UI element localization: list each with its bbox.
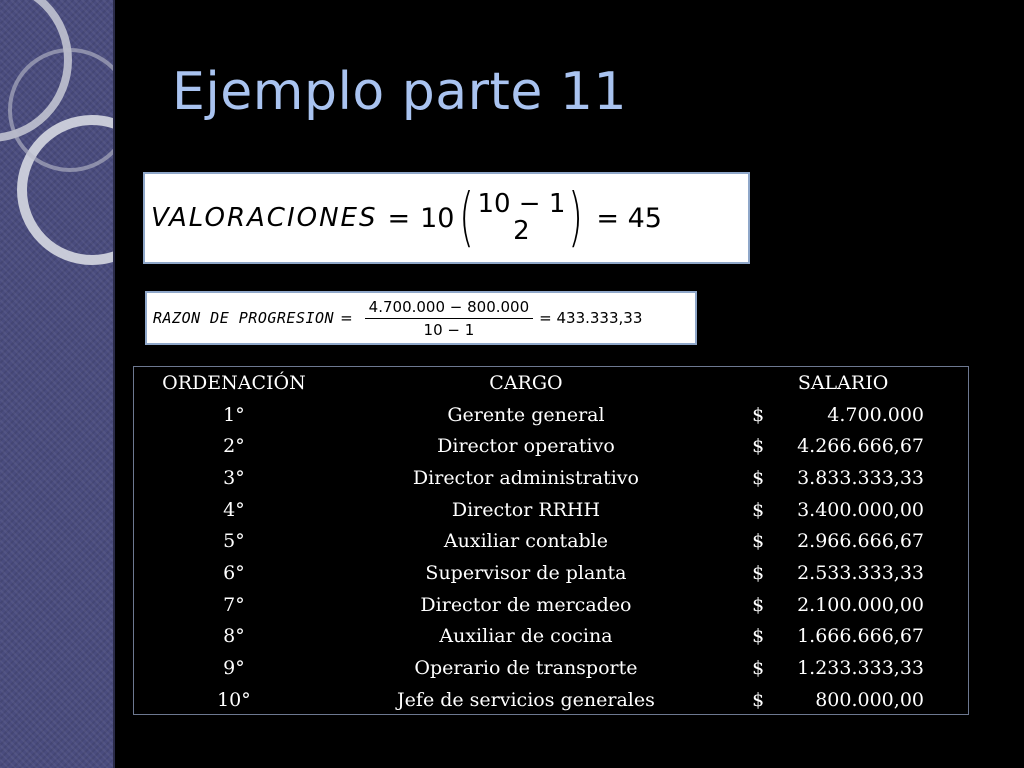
cargo-cell: Auxiliar contable xyxy=(443,530,609,553)
rank-cell: 5° xyxy=(223,530,245,553)
salario-value: 2.966.666,67 xyxy=(797,530,924,553)
salario-value: 4.700.000 xyxy=(827,403,924,426)
rank-cell: 3° xyxy=(223,466,245,489)
table-row xyxy=(134,462,968,494)
currency-symbol: $ xyxy=(752,657,765,680)
cargo-cell: Auxiliar de cocina xyxy=(439,625,613,648)
salario-value: 4.266.666,67 xyxy=(797,435,924,458)
rank-cell: 10° xyxy=(217,688,251,711)
rank-cell: 4° xyxy=(223,498,245,521)
currency-symbol: $ xyxy=(752,498,765,521)
fraction-numerator: 4.700.000 − 800.000 xyxy=(365,298,533,319)
cargo-cell: Gerente general xyxy=(447,403,605,426)
formula-result: = 433.333,33 xyxy=(539,309,643,327)
rank-cell: 9° xyxy=(223,657,245,680)
cargo-cell: Supervisor de planta xyxy=(425,561,627,584)
salario-cell xyxy=(718,399,968,431)
salario-cell xyxy=(718,525,968,557)
formula-coefficient: 10 xyxy=(420,202,455,234)
table-row xyxy=(134,652,968,684)
currency-symbol: $ xyxy=(752,688,765,711)
salario-value: 1.233.333,33 xyxy=(797,657,924,680)
rank-cell: 1° xyxy=(223,403,245,426)
cargo-cell: Director operativo xyxy=(437,435,615,458)
currency-symbol: $ xyxy=(752,530,765,553)
formula-lhs: RAZON DE PROGRESION xyxy=(153,309,335,327)
salario-value: 1.666.666,67 xyxy=(797,625,924,648)
table-row xyxy=(134,494,968,526)
salario-cell xyxy=(718,557,968,589)
salario-cell xyxy=(718,430,968,462)
salario-value: 2.533.333,33 xyxy=(797,561,924,584)
rank-cell: 6° xyxy=(223,561,245,584)
formula-result: = 45 xyxy=(596,202,662,234)
fraction xyxy=(365,298,533,339)
currency-symbol: $ xyxy=(752,593,765,616)
formula-equals: = xyxy=(340,309,353,327)
razon-progresion-formula xyxy=(145,291,697,345)
salario-cell xyxy=(718,621,968,653)
salario-cell xyxy=(718,462,968,494)
left-paren-icon: ( xyxy=(459,181,475,255)
header-cargo: CARGO xyxy=(489,371,563,394)
formula-equals: = xyxy=(387,202,411,234)
rank-cell: 2° xyxy=(223,435,245,458)
table-row xyxy=(134,525,968,557)
fraction-denominator: 10 − 1 xyxy=(423,320,475,339)
formula-lhs: VALORACIONES xyxy=(151,203,378,233)
currency-symbol: $ xyxy=(752,561,765,584)
cargo-cell: Operario de transporte xyxy=(414,657,638,680)
table-row xyxy=(134,557,968,589)
decorative-sidebar xyxy=(0,0,115,768)
salario-value: 2.100.000,00 xyxy=(797,593,924,616)
salario-value: 800.000,00 xyxy=(815,688,924,711)
table-header-row xyxy=(134,367,968,399)
table-row xyxy=(134,589,968,621)
header-ordenacion: ORDENACIÓN xyxy=(162,371,306,394)
currency-symbol: $ xyxy=(752,466,765,489)
table-row xyxy=(134,430,968,462)
salario-cell xyxy=(718,652,968,684)
table-row xyxy=(134,399,968,431)
table-row xyxy=(134,621,968,653)
slide-title: Ejemplo parte 11 xyxy=(172,62,628,122)
binomial xyxy=(477,188,566,246)
header-salario: SALARIO xyxy=(797,371,889,394)
salario-cell xyxy=(718,589,968,621)
salario-value: 3.833.333,33 xyxy=(797,466,924,489)
decorative-rings-icon xyxy=(0,0,113,768)
rank-cell: 8° xyxy=(223,625,245,648)
currency-symbol: $ xyxy=(752,435,765,458)
salary-table xyxy=(133,366,969,715)
salario-cell xyxy=(718,494,968,526)
right-paren-icon: ) xyxy=(568,181,584,255)
salario-value: 3.400.000,00 xyxy=(797,498,924,521)
cargo-cell: Director de mercadeo xyxy=(420,593,632,616)
rank-cell: 7° xyxy=(223,593,245,616)
valoraciones-formula xyxy=(143,172,750,264)
table-row xyxy=(134,684,968,716)
binomial-top: 10 − 1 xyxy=(477,188,566,219)
salario-cell xyxy=(718,684,968,716)
binomial-bottom: 2 xyxy=(513,216,530,246)
cargo-cell: Jefe de servicios generales xyxy=(397,688,655,711)
cargo-cell: Director RRHH xyxy=(451,498,601,521)
cargo-cell: Director administrativo xyxy=(412,466,639,489)
currency-symbol: $ xyxy=(752,403,765,426)
currency-symbol: $ xyxy=(752,625,765,648)
